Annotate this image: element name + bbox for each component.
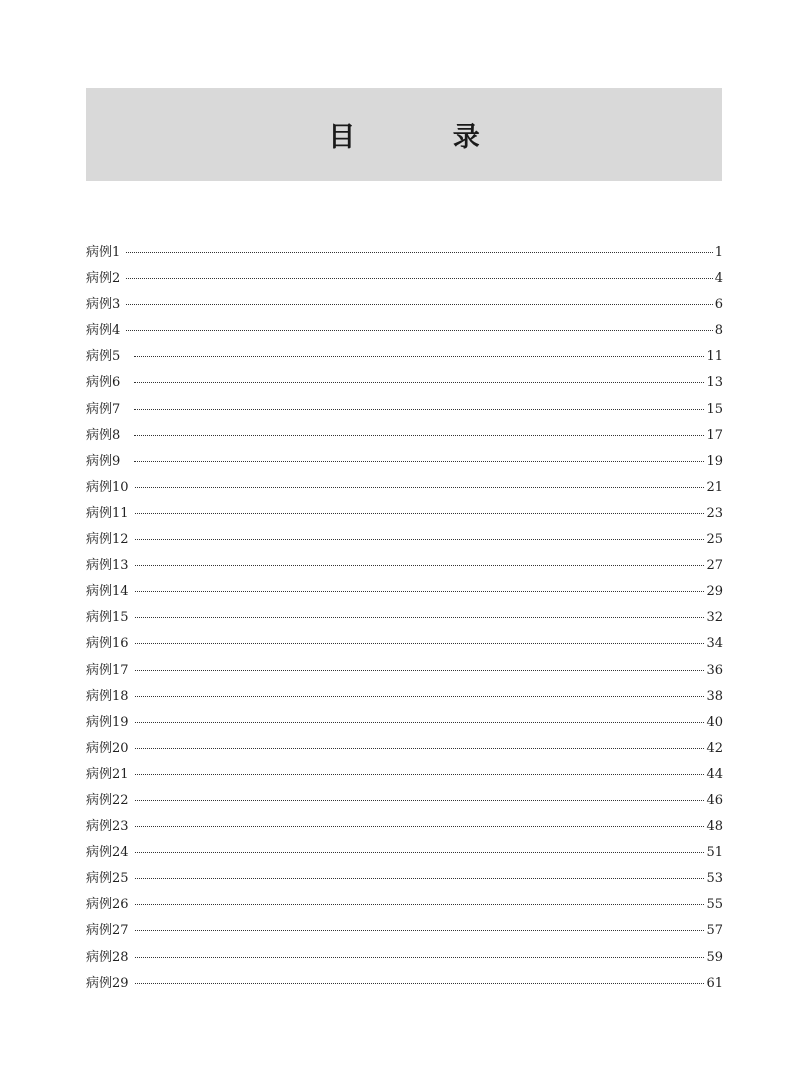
toc-entry-label: 病例9 bbox=[86, 453, 121, 469]
toc-entry-label: 病例7 bbox=[86, 401, 121, 417]
toc-entry-label: 病例16 bbox=[86, 636, 129, 652]
toc-leader-dots bbox=[135, 539, 705, 540]
toc-entry[interactable] bbox=[86, 762, 723, 788]
toc-entry[interactable] bbox=[86, 658, 723, 684]
toc-entry-page: 61 bbox=[706, 975, 723, 991]
toc-entry-page: 15 bbox=[706, 401, 723, 417]
toc-entry-page: 8 bbox=[714, 323, 723, 339]
toc-entry-page: 6 bbox=[714, 297, 723, 313]
toc-entry[interactable] bbox=[86, 318, 723, 344]
toc-leader-dots bbox=[135, 800, 705, 801]
toc-entry-page: 59 bbox=[706, 949, 723, 965]
toc-entry-label: 病例4 bbox=[86, 323, 121, 339]
toc-entry[interactable] bbox=[86, 553, 723, 579]
toc-entry-page: 1 bbox=[714, 245, 723, 260]
toc-entry[interactable] bbox=[86, 945, 723, 971]
toc-entry-page: 21 bbox=[706, 479, 723, 495]
toc-entry[interactable] bbox=[86, 971, 723, 997]
toc-entry[interactable] bbox=[86, 397, 723, 423]
toc-entry-label: 病例15 bbox=[86, 610, 129, 626]
toc-leader-dots bbox=[134, 356, 704, 357]
toc-entry-label: 病例26 bbox=[86, 897, 129, 913]
toc-entry-label: 病例27 bbox=[86, 923, 129, 939]
toc-entry-label: 病例23 bbox=[86, 819, 129, 835]
toc-entry-page: 17 bbox=[706, 427, 723, 443]
toc-entry-page: 57 bbox=[706, 923, 723, 939]
toc-leader-dots bbox=[126, 330, 712, 331]
toc-entry[interactable] bbox=[86, 892, 723, 918]
toc-entry-label: 病例2 bbox=[86, 271, 121, 287]
toc-entry-label: 病例8 bbox=[86, 427, 121, 443]
toc-entry[interactable] bbox=[86, 266, 723, 292]
toc-leader-dots bbox=[135, 930, 705, 931]
toc-entry-label: 病例28 bbox=[86, 949, 129, 965]
toc-entry[interactable] bbox=[86, 423, 723, 449]
title-band bbox=[86, 88, 722, 181]
toc-entry-label: 病例1 bbox=[86, 245, 121, 260]
toc-leader-dots bbox=[135, 513, 705, 514]
toc-entry-label: 病例14 bbox=[86, 584, 129, 600]
toc-leader-dots bbox=[126, 304, 712, 305]
toc-entry[interactable] bbox=[86, 449, 723, 475]
toc-entry-page: 4 bbox=[714, 271, 723, 287]
toc-entry-page: 32 bbox=[706, 610, 723, 626]
toc-leader-dots bbox=[126, 278, 712, 279]
toc-entry-page: 44 bbox=[706, 766, 723, 782]
toc-entry[interactable] bbox=[86, 605, 723, 631]
toc-entry[interactable] bbox=[86, 866, 723, 892]
toc-entry-page: 23 bbox=[706, 505, 723, 521]
toc-entry-page: 55 bbox=[706, 897, 723, 913]
page-title: 目 录 bbox=[328, 122, 524, 153]
toc-leader-dots bbox=[135, 826, 705, 827]
toc-entry-label: 病例20 bbox=[86, 740, 129, 756]
toc-entry[interactable] bbox=[86, 814, 723, 840]
toc-leader-dots bbox=[135, 617, 705, 618]
toc-entry[interactable] bbox=[86, 579, 723, 605]
toc-entry-label: 病例5 bbox=[86, 349, 121, 365]
table-of-contents bbox=[86, 240, 723, 997]
toc-leader-dots bbox=[134, 409, 704, 410]
toc-entry-page: 34 bbox=[706, 636, 723, 652]
toc-entry[interactable] bbox=[86, 918, 723, 944]
toc-leader-dots bbox=[135, 565, 705, 566]
toc-leader-dots bbox=[135, 643, 705, 644]
toc-entry[interactable] bbox=[86, 631, 723, 657]
toc-entry-page: 11 bbox=[706, 349, 723, 365]
toc-entry[interactable] bbox=[86, 501, 723, 527]
toc-leader-dots bbox=[135, 957, 705, 958]
toc-entry-label: 病例19 bbox=[86, 714, 129, 730]
toc-entry-label: 病例10 bbox=[86, 479, 129, 495]
toc-entry[interactable] bbox=[86, 344, 723, 370]
toc-entry[interactable] bbox=[86, 710, 723, 736]
toc-entry-page: 53 bbox=[706, 871, 723, 887]
toc-entry-page: 46 bbox=[706, 792, 723, 808]
toc-entry[interactable] bbox=[86, 527, 723, 553]
toc-leader-dots bbox=[126, 252, 712, 253]
toc-entry-label: 病例18 bbox=[86, 688, 129, 704]
toc-entry-label: 病例12 bbox=[86, 532, 129, 548]
toc-leader-dots bbox=[135, 591, 705, 592]
toc-leader-dots bbox=[135, 722, 705, 723]
toc-entry[interactable] bbox=[86, 240, 723, 266]
toc-leader-dots bbox=[135, 670, 705, 671]
toc-entry-page: 38 bbox=[706, 688, 723, 704]
toc-entry[interactable] bbox=[86, 840, 723, 866]
toc-leader-dots bbox=[135, 487, 705, 488]
toc-entry-label: 病例6 bbox=[86, 375, 121, 391]
toc-leader-dots bbox=[135, 878, 705, 879]
toc-entry[interactable] bbox=[86, 736, 723, 762]
toc-entry[interactable] bbox=[86, 370, 723, 396]
toc-entry-label: 病例25 bbox=[86, 871, 129, 887]
toc-leader-dots bbox=[135, 983, 705, 984]
toc-entry-label: 病例24 bbox=[86, 845, 129, 861]
toc-entry-page: 48 bbox=[706, 819, 723, 835]
toc-entry-page: 25 bbox=[706, 532, 723, 548]
toc-entry[interactable] bbox=[86, 475, 723, 501]
toc-entry-label: 病例29 bbox=[86, 975, 129, 991]
toc-entry-label: 病例3 bbox=[86, 297, 121, 313]
toc-entry-label: 病例17 bbox=[86, 662, 129, 678]
toc-entry-page: 40 bbox=[706, 714, 723, 730]
toc-leader-dots bbox=[135, 774, 705, 775]
toc-entry-page: 19 bbox=[706, 453, 723, 469]
toc-entry[interactable] bbox=[86, 684, 723, 710]
toc-entry-page: 42 bbox=[706, 740, 723, 756]
toc-leader-dots bbox=[134, 382, 704, 383]
toc-entry-page: 51 bbox=[706, 845, 723, 861]
toc-entry-label: 病例13 bbox=[86, 558, 129, 574]
toc-entry-page: 36 bbox=[706, 662, 723, 678]
toc-leader-dots bbox=[135, 904, 705, 905]
toc-leader-dots bbox=[134, 461, 704, 462]
toc-entry-page: 27 bbox=[706, 558, 723, 574]
toc-leader-dots bbox=[135, 696, 705, 697]
toc-leader-dots bbox=[135, 748, 705, 749]
toc-entry-label: 病例21 bbox=[86, 766, 129, 782]
toc-entry-page: 13 bbox=[706, 375, 723, 391]
toc-leader-dots bbox=[134, 435, 704, 436]
toc-entry-label: 病例11 bbox=[86, 505, 129, 521]
toc-entry-page: 29 bbox=[706, 584, 723, 600]
toc-entry[interactable] bbox=[86, 292, 723, 318]
toc-leader-dots bbox=[135, 852, 705, 853]
toc-entry[interactable] bbox=[86, 788, 723, 814]
toc-entry-label: 病例22 bbox=[86, 792, 129, 808]
